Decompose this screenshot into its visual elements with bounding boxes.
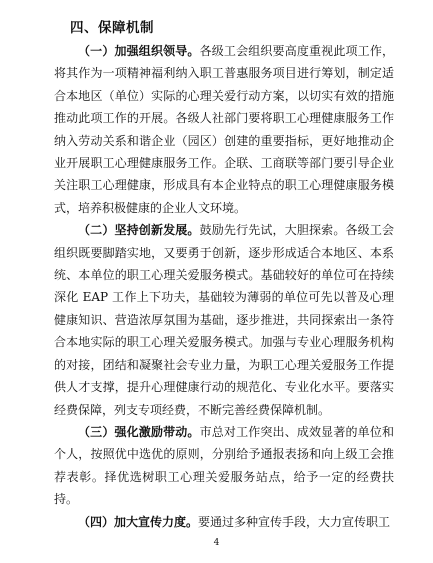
paragraph-organization [54,40,394,219]
paragraph-incentive [54,421,394,511]
paragraph-publicity [54,511,394,533]
page-number: 4 [213,538,220,548]
paragraph-text: 市总对工作突出、成效显著的单位和个人，按照优中选优的原则，分别给予通报表扬和向上级工会推荐表彰。择优选树职工心理关爱服务站点，给予一定的经费扶持。 [54,424,394,507]
section-body [54,40,394,533]
paragraph-text: 要通过多种宣传手段，大力宣传职工 [198,514,391,529]
paragraph-lead: （三）强化激励带动。 [78,424,200,439]
paragraph-innovation [54,219,394,421]
paragraph-lead: （二）坚持创新发展。 [78,223,200,238]
paragraph-text: 各级工会组织要高度重视此项工作，将其作为一项精神福利纳入职工普惠服务项目进行筹划，制定适合本地区（单位）实际的心理关爱行动方案，以切实有效的措施推动此项工作的开展。各级人社部门要将职工心理健康服务工作纳入劳动关系和谐企业（园区）创建的重要指标，更好地推动企业开展职工心理健康服务工作。企联、工商联等部门要引导企业关注职工心理健康，形成具有本企业特点的职工心理健康服务模式，培养积极健康的企业人文环境。 [54,44,394,215]
section-heading: 四、保障机制 [70,20,154,36]
paragraph-lead: （一）加强组织领导。 [78,44,200,58]
paragraph-text: 鼓励先行先试，大胆探索。各级工会组织既要脚踏实地，又要勇于创新，逐步形成适合本地区、本系统、本单位的职工心理关爱服务模式。基础较好的单位可在持续深化 EAP 工作上下功夫，基础较为薄弱的单位可先以普及心理健康知识、营造浓厚氛围为基础，逐步推进，共同探索出一条符合本地实际的职工心理关爱服务模式。加强与专业心理服务机构的对接，团结和凝聚社会专业力量，为职工心理关爱服务工作提供人才支撑，提升心理健康行动的规范化、专业化水平。要落实经费保障，列支专项经费，不断完善经费保障机制。 [54,223,394,417]
paragraph-lead: （四）加大宣传力度。 [78,514,199,529]
